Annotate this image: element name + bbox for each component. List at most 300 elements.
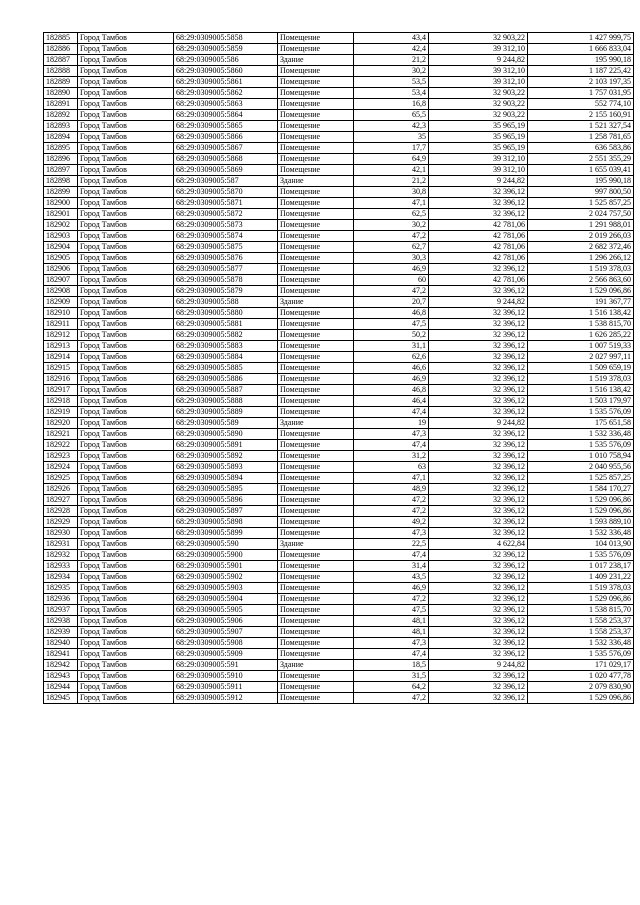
settlement-cell: Город Тамбов (78, 143, 174, 154)
area-cell: 46,6 (354, 363, 429, 374)
table-row (44, 638, 634, 649)
row-number-cell: 182936 (44, 594, 78, 605)
cadastral-number-cell: 68:29:0309005:5882 (174, 330, 278, 341)
cadastral-number-cell: 68:29:0309005:5864 (174, 110, 278, 121)
specific-value-cell: 42 781,06 (429, 275, 528, 286)
specific-value-cell: 32 396,12 (429, 484, 528, 495)
row-number-cell: 182939 (44, 627, 78, 638)
settlement-cell: Город Тамбов (78, 341, 174, 352)
cadastral-value-cell: 1 532 336,48 (528, 528, 634, 539)
settlement-cell: Город Тамбов (78, 638, 174, 649)
specific-value-cell: 39 312,10 (429, 77, 528, 88)
row-number-cell: 182886 (44, 44, 78, 55)
object-type-cell: Помещение (278, 99, 354, 110)
cadastral-number-cell: 68:29:0309005:5881 (174, 319, 278, 330)
cadastral-number-cell: 68:29:0309005:5860 (174, 66, 278, 77)
area-cell: 47,2 (354, 286, 429, 297)
settlement-cell: Город Тамбов (78, 352, 174, 363)
object-type-cell: Здание (278, 418, 354, 429)
cadastral-number-cell: 68:29:0309005:5885 (174, 363, 278, 374)
cadastral-value-cell: 2 682 372,46 (528, 242, 634, 253)
settlement-cell: Город Тамбов (78, 44, 174, 55)
cadastral-value-cell: 1 558 253,37 (528, 627, 634, 638)
row-number-cell: 182908 (44, 286, 78, 297)
area-cell: 30,3 (354, 253, 429, 264)
object-type-cell: Помещение (278, 484, 354, 495)
specific-value-cell: 39 312,10 (429, 165, 528, 176)
settlement-cell: Город Тамбов (78, 286, 174, 297)
object-type-cell: Здание (278, 176, 354, 187)
cadastral-number-cell: 68:29:0309005:5890 (174, 429, 278, 440)
cadastral-value-cell: 1 007 519,33 (528, 341, 634, 352)
settlement-cell: Город Тамбов (78, 429, 174, 440)
specific-value-cell: 35 965,19 (429, 143, 528, 154)
object-type-cell: Помещение (278, 352, 354, 363)
settlement-cell: Город Тамбов (78, 110, 174, 121)
area-cell: 53,5 (354, 77, 429, 88)
cadastral-value-cell: 1 017 238,17 (528, 561, 634, 572)
cadastral-number-cell: 68:29:0309005:5883 (174, 341, 278, 352)
object-type-cell: Помещение (278, 374, 354, 385)
area-cell: 49,2 (354, 517, 429, 528)
area-cell: 18,5 (354, 660, 429, 671)
row-number-cell: 182900 (44, 198, 78, 209)
row-number-cell: 182897 (44, 165, 78, 176)
settlement-cell: Город Тамбов (78, 33, 174, 44)
area-cell: 47,5 (354, 319, 429, 330)
area-cell: 42,4 (354, 44, 429, 55)
cadastral-value-cell: 1 757 031,95 (528, 88, 634, 99)
object-type-cell: Помещение (278, 583, 354, 594)
settlement-cell: Город Тамбов (78, 693, 174, 704)
table-row (44, 517, 634, 528)
cadastral-value-cell: 1 519 378,03 (528, 264, 634, 275)
object-type-cell: Здание (278, 297, 354, 308)
cadastral-number-cell: 68:29:0309005:5904 (174, 594, 278, 605)
cadastral-value-cell: 1 666 833,04 (528, 44, 634, 55)
object-type-cell: Помещение (278, 649, 354, 660)
specific-value-cell: 32 396,12 (429, 187, 528, 198)
cadastral-value-cell: 1 525 857,25 (528, 473, 634, 484)
object-type-cell: Помещение (278, 594, 354, 605)
area-cell: 46,8 (354, 385, 429, 396)
settlement-cell: Город Тамбов (78, 528, 174, 539)
specific-value-cell: 9 244,82 (429, 418, 528, 429)
object-type-cell: Помещение (278, 616, 354, 627)
object-type-cell: Помещение (278, 495, 354, 506)
object-type-cell: Помещение (278, 198, 354, 209)
cadastral-number-cell: 68:29:0309005:5903 (174, 583, 278, 594)
settlement-cell: Город Тамбов (78, 275, 174, 286)
area-cell: 50,2 (354, 330, 429, 341)
row-number-cell: 182926 (44, 484, 78, 495)
cadastral-value-cell: 175 651,58 (528, 418, 634, 429)
object-type-cell: Помещение (278, 165, 354, 176)
table-row (44, 77, 634, 88)
cadastral-number-cell: 68:29:0309005:5867 (174, 143, 278, 154)
settlement-cell: Город Тамбов (78, 682, 174, 693)
table-row (44, 44, 634, 55)
cadastral-value-cell: 1 525 857,25 (528, 198, 634, 209)
row-number-cell: 182913 (44, 341, 78, 352)
specific-value-cell: 32 396,12 (429, 638, 528, 649)
object-type-cell: Помещение (278, 451, 354, 462)
cadastral-number-cell: 68:29:0309005:586 (174, 55, 278, 66)
row-number-cell: 182905 (44, 253, 78, 264)
area-cell: 60 (354, 275, 429, 286)
settlement-cell: Город Тамбов (78, 231, 174, 242)
object-type-cell: Помещение (278, 110, 354, 121)
specific-value-cell: 39 312,10 (429, 66, 528, 77)
specific-value-cell: 32 396,12 (429, 264, 528, 275)
settlement-cell: Город Тамбов (78, 418, 174, 429)
settlement-cell: Город Тамбов (78, 605, 174, 616)
specific-value-cell: 32 396,12 (429, 594, 528, 605)
cadastral-number-cell: 68:29:0309005:5895 (174, 484, 278, 495)
table-row (44, 484, 634, 495)
object-type-cell: Помещение (278, 682, 354, 693)
row-number-cell: 182934 (44, 572, 78, 583)
object-type-cell: Помещение (278, 231, 354, 242)
row-number-cell: 182906 (44, 264, 78, 275)
area-cell: 62,7 (354, 242, 429, 253)
cadastral-value-cell: 1 538 815,70 (528, 319, 634, 330)
specific-value-cell: 32 396,12 (429, 385, 528, 396)
cadastral-value-cell: 1 503 179,97 (528, 396, 634, 407)
specific-value-cell: 32 396,12 (429, 363, 528, 374)
area-cell: 47,5 (354, 605, 429, 616)
object-type-cell: Помещение (278, 429, 354, 440)
cadastral-value-cell: 104 013,90 (528, 539, 634, 550)
area-cell: 31,1 (354, 341, 429, 352)
object-type-cell: Помещение (278, 341, 354, 352)
cadastral-number-cell: 68:29:0309005:5872 (174, 209, 278, 220)
area-cell: 47,2 (354, 594, 429, 605)
table-row (44, 385, 634, 396)
specific-value-cell: 32 396,12 (429, 616, 528, 627)
table-row (44, 506, 634, 517)
settlement-cell: Город Тамбов (78, 539, 174, 550)
object-type-cell: Помещение (278, 363, 354, 374)
object-type-cell: Помещение (278, 187, 354, 198)
cadastral-value-cell: 1 532 336,48 (528, 429, 634, 440)
cadastral-number-cell: 68:29:0309005:5907 (174, 627, 278, 638)
area-cell: 47,1 (354, 198, 429, 209)
settlement-cell: Город Тамбов (78, 99, 174, 110)
area-cell: 30,8 (354, 187, 429, 198)
area-cell: 46,9 (354, 374, 429, 385)
cadastral-value-cell: 1 535 576,09 (528, 440, 634, 451)
object-type-cell: Помещение (278, 275, 354, 286)
specific-value-cell: 42 781,06 (429, 253, 528, 264)
settlement-cell: Город Тамбов (78, 550, 174, 561)
row-number-cell: 182931 (44, 539, 78, 550)
object-type-cell: Помещение (278, 550, 354, 561)
table-row (44, 583, 634, 594)
object-type-cell: Помещение (278, 473, 354, 484)
settlement-cell: Город Тамбов (78, 132, 174, 143)
area-cell: 47,4 (354, 550, 429, 561)
cadastral-number-cell: 68:29:0309005:5868 (174, 154, 278, 165)
specific-value-cell: 32 396,12 (429, 198, 528, 209)
specific-value-cell: 42 781,06 (429, 220, 528, 231)
cadastral-number-cell: 68:29:0309005:5865 (174, 121, 278, 132)
table-row (44, 242, 634, 253)
object-type-cell: Помещение (278, 33, 354, 44)
settlement-cell: Город Тамбов (78, 484, 174, 495)
table-row (44, 539, 634, 550)
table-row (44, 308, 634, 319)
settlement-cell: Город Тамбов (78, 198, 174, 209)
area-cell: 31,2 (354, 451, 429, 462)
object-type-cell: Помещение (278, 132, 354, 143)
specific-value-cell: 32 396,12 (429, 286, 528, 297)
cadastral-number-cell: 68:29:0309005:5896 (174, 495, 278, 506)
area-cell: 64,9 (354, 154, 429, 165)
table-row (44, 627, 634, 638)
cadastral-number-cell: 68:29:0309005:5898 (174, 517, 278, 528)
table-row (44, 660, 634, 671)
area-cell: 47,2 (354, 506, 429, 517)
table-row (44, 264, 634, 275)
settlement-cell: Город Тамбов (78, 253, 174, 264)
cadastral-number-cell: 68:29:0309005:5911 (174, 682, 278, 693)
row-number-cell: 182896 (44, 154, 78, 165)
row-number-cell: 182929 (44, 517, 78, 528)
object-type-cell: Помещение (278, 462, 354, 473)
specific-value-cell: 32 396,12 (429, 605, 528, 616)
cadastral-number-cell: 68:29:0309005:5879 (174, 286, 278, 297)
specific-value-cell: 32 396,12 (429, 462, 528, 473)
cadastral-value-cell: 1 558 253,37 (528, 616, 634, 627)
cadastral-number-cell: 68:29:0309005:5912 (174, 693, 278, 704)
cadastral-value-cell: 2 040 955,56 (528, 462, 634, 473)
cadastral-number-cell: 68:29:0309005:5875 (174, 242, 278, 253)
area-cell: 47,2 (354, 231, 429, 242)
cadastral-value-cell: 2 027 997,11 (528, 352, 634, 363)
settlement-cell: Город Тамбов (78, 660, 174, 671)
row-number-cell: 182893 (44, 121, 78, 132)
area-cell: 48,1 (354, 616, 429, 627)
settlement-cell: Город Тамбов (78, 154, 174, 165)
settlement-cell: Город Тамбов (78, 407, 174, 418)
area-cell: 20,7 (354, 297, 429, 308)
cadastral-value-cell: 191 367,77 (528, 297, 634, 308)
table-row (44, 605, 634, 616)
cadastral-number-cell: 68:29:0309005:589 (174, 418, 278, 429)
table-row (44, 671, 634, 682)
row-number-cell: 182937 (44, 605, 78, 616)
specific-value-cell: 9 244,82 (429, 176, 528, 187)
cadastral-number-cell: 68:29:0309005:5871 (174, 198, 278, 209)
object-type-cell: Помещение (278, 638, 354, 649)
area-cell: 31,5 (354, 671, 429, 682)
table-row (44, 396, 634, 407)
row-number-cell: 182940 (44, 638, 78, 649)
cadastral-value-cell: 2 019 266,03 (528, 231, 634, 242)
area-cell: 47,2 (354, 495, 429, 506)
object-type-cell: Помещение (278, 286, 354, 297)
table-row (44, 121, 634, 132)
specific-value-cell: 32 396,12 (429, 561, 528, 572)
cadastral-value-cell: 1 521 327,54 (528, 121, 634, 132)
settlement-cell: Город Тамбов (78, 583, 174, 594)
table-row (44, 330, 634, 341)
specific-value-cell: 32 396,12 (429, 583, 528, 594)
settlement-cell: Город Тамбов (78, 671, 174, 682)
cadastral-number-cell: 68:29:0309005:5861 (174, 77, 278, 88)
object-type-cell: Помещение (278, 66, 354, 77)
row-number-cell: 182901 (44, 209, 78, 220)
table-row (44, 616, 634, 627)
cadastral-value-cell: 1 655 039,41 (528, 165, 634, 176)
area-cell: 47,3 (354, 528, 429, 539)
area-cell: 65,5 (354, 110, 429, 121)
area-cell: 63 (354, 462, 429, 473)
settlement-cell: Город Тамбов (78, 77, 174, 88)
area-cell: 53,4 (354, 88, 429, 99)
specific-value-cell: 32 396,12 (429, 308, 528, 319)
specific-value-cell: 32 396,12 (429, 330, 528, 341)
cadastral-number-cell: 68:29:0309005:5897 (174, 506, 278, 517)
specific-value-cell: 32 396,12 (429, 209, 528, 220)
specific-value-cell: 39 312,10 (429, 44, 528, 55)
table-row (44, 363, 634, 374)
cadastral-value-cell: 552 774,10 (528, 99, 634, 110)
cadastral-number-cell: 68:29:0309005:5891 (174, 440, 278, 451)
table-row (44, 352, 634, 363)
area-cell: 17,7 (354, 143, 429, 154)
area-cell: 47,3 (354, 638, 429, 649)
row-number-cell: 182902 (44, 220, 78, 231)
cadastral-number-cell: 68:29:0309005:5888 (174, 396, 278, 407)
settlement-cell: Город Тамбов (78, 220, 174, 231)
row-number-cell: 182892 (44, 110, 78, 121)
settlement-cell: Город Тамбов (78, 66, 174, 77)
area-cell: 62,5 (354, 209, 429, 220)
settlement-cell: Город Тамбов (78, 451, 174, 462)
table-row (44, 462, 634, 473)
specific-value-cell: 32 396,12 (429, 440, 528, 451)
specific-value-cell: 32 903,22 (429, 99, 528, 110)
cadastral-number-cell: 68:29:0309005:5866 (174, 132, 278, 143)
object-type-cell: Помещение (278, 517, 354, 528)
object-type-cell: Помещение (278, 407, 354, 418)
settlement-cell: Город Тамбов (78, 506, 174, 517)
area-cell: 46,9 (354, 264, 429, 275)
table-row (44, 418, 634, 429)
table-row (44, 154, 634, 165)
area-cell: 30,2 (354, 220, 429, 231)
cadastral-number-cell: 68:29:0309005:5858 (174, 33, 278, 44)
area-cell: 47,4 (354, 649, 429, 660)
cadastral-number-cell: 68:29:0309005:5869 (174, 165, 278, 176)
object-type-cell: Помещение (278, 253, 354, 264)
cadastral-value-cell: 1 291 988,01 (528, 220, 634, 231)
object-type-cell: Помещение (278, 693, 354, 704)
area-cell: 43,4 (354, 33, 429, 44)
cadastral-value-cell: 2 566 863,60 (528, 275, 634, 286)
cadastral-value-cell: 1 584 170,27 (528, 484, 634, 495)
specific-value-cell: 42 781,06 (429, 231, 528, 242)
area-cell: 47,4 (354, 407, 429, 418)
cadastral-value-cell: 171 029,17 (528, 660, 634, 671)
cadastral-value-cell: 1 529 096,86 (528, 495, 634, 506)
specific-value-cell: 32 396,12 (429, 572, 528, 583)
object-type-cell: Помещение (278, 264, 354, 275)
row-number-cell: 182930 (44, 528, 78, 539)
cadastral-value-cell: 2 103 197,35 (528, 77, 634, 88)
area-cell: 19 (354, 418, 429, 429)
row-number-cell: 182907 (44, 275, 78, 286)
object-type-cell: Помещение (278, 572, 354, 583)
row-number-cell: 182895 (44, 143, 78, 154)
row-number-cell: 182904 (44, 242, 78, 253)
cadastral-number-cell: 68:29:0309005:5877 (174, 264, 278, 275)
settlement-cell: Город Тамбов (78, 374, 174, 385)
cadastral-number-cell: 68:29:0309005:5899 (174, 528, 278, 539)
object-type-cell: Помещение (278, 319, 354, 330)
specific-value-cell: 39 312,10 (429, 154, 528, 165)
cadastral-value-cell: 1 529 096,86 (528, 594, 634, 605)
specific-value-cell: 9 244,82 (429, 660, 528, 671)
area-cell: 16,8 (354, 99, 429, 110)
row-number-cell: 182887 (44, 55, 78, 66)
table-row (44, 187, 634, 198)
cadastral-value-cell: 1 296 266,12 (528, 253, 634, 264)
specific-value-cell: 32 396,12 (429, 506, 528, 517)
object-type-cell: Помещение (278, 209, 354, 220)
row-number-cell: 182921 (44, 429, 78, 440)
row-number-cell: 182942 (44, 660, 78, 671)
table-row (44, 572, 634, 583)
object-type-cell: Помещение (278, 627, 354, 638)
specific-value-cell: 32 396,12 (429, 649, 528, 660)
cadastral-number-cell: 68:29:0309005:5859 (174, 44, 278, 55)
settlement-cell: Город Тамбов (78, 649, 174, 660)
table-row (44, 407, 634, 418)
object-type-cell: Помещение (278, 396, 354, 407)
settlement-cell: Город Тамбов (78, 572, 174, 583)
object-type-cell: Помещение (278, 154, 354, 165)
cadastral-value-cell: 2 551 355,29 (528, 154, 634, 165)
settlement-cell: Город Тамбов (78, 495, 174, 506)
row-number-cell: 182903 (44, 231, 78, 242)
settlement-cell: Город Тамбов (78, 55, 174, 66)
specific-value-cell: 32 396,12 (429, 693, 528, 704)
cadastral-value-cell: 2 079 830,90 (528, 682, 634, 693)
row-number-cell: 182917 (44, 385, 78, 396)
table-row (44, 275, 634, 286)
specific-value-cell: 42 781,06 (429, 242, 528, 253)
specific-value-cell: 32 396,12 (429, 682, 528, 693)
row-number-cell: 182915 (44, 363, 78, 374)
row-number-cell: 182943 (44, 671, 78, 682)
table-row (44, 220, 634, 231)
specific-value-cell: 32 396,12 (429, 627, 528, 638)
row-number-cell: 182941 (44, 649, 78, 660)
cadastral-number-cell: 68:29:0309005:5886 (174, 374, 278, 385)
settlement-cell: Город Тамбов (78, 396, 174, 407)
object-type-cell: Здание (278, 55, 354, 66)
table-row (44, 33, 634, 44)
table-row (44, 99, 634, 110)
table-row (44, 209, 634, 220)
object-type-cell: Помещение (278, 242, 354, 253)
settlement-cell: Город Тамбов (78, 363, 174, 374)
cadastral-number-cell: 68:29:0309005:5909 (174, 649, 278, 660)
object-type-cell: Помещение (278, 88, 354, 99)
